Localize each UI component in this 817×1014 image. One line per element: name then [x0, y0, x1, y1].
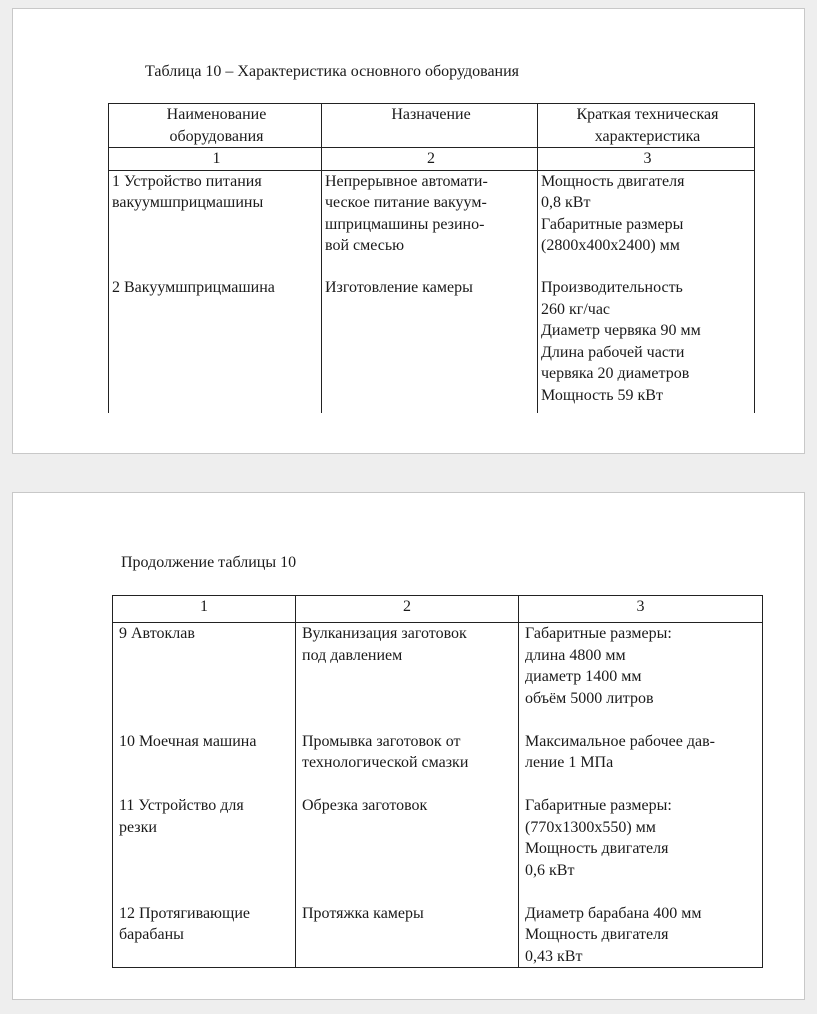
- header-row: [109, 104, 755, 148]
- table-row: [109, 277, 755, 413]
- col-number-3: 3: [538, 148, 755, 171]
- column-number-row: [113, 596, 763, 623]
- equipment-table: [108, 103, 755, 413]
- col-number-1: 1: [113, 596, 296, 623]
- header-cell-spec: Краткая техническая характеристика: [538, 104, 755, 148]
- equipment-name-cell: 2 Вакуумшприцмашина: [109, 277, 322, 413]
- document-page-2: [12, 492, 805, 1000]
- col-number-2: 2: [296, 596, 519, 623]
- equipment-name-cell: 1 Устройство питания вакуумшприцмашины: [109, 170, 322, 277]
- equipment-spec-cell: Габаритные размеры: длина 4800 мм диаметр 1400 мм объём 5000 литров Максимальное рабочее дав- ление 1 МПа Габаритные размеры: (770х1300х550) мм Мощность двигателя 0,6 кВт Диаметр барабана 400 мм Мощность двигателя 0,43 кВт: [519, 623, 763, 968]
- equipment-purpose-cell: Вулканизация заготовок под давлением Промывка заготовок от технологической смазки Обрезка заготовок Протяжка камеры: [296, 623, 519, 968]
- header-cell-purpose: Назначение: [322, 104, 538, 148]
- column-number-row: [109, 148, 755, 171]
- equipment-name-cell: 9 Автоклав 10 Моечная машина 11 Устройство для резки 12 Протягивающие барабаны: [113, 623, 296, 968]
- table-continuation-caption: Продолжение таблицы 10: [121, 554, 297, 571]
- equipment-spec-cell: Мощность двигателя 0,8 кВт Габаритные размеры (2800х400х2400) мм: [538, 170, 755, 277]
- document-page-1: [12, 8, 805, 454]
- table-caption: Таблица 10 – Характеристика основного оборудования: [145, 63, 520, 80]
- header-cell-name: Наименование оборудования: [109, 104, 322, 148]
- col-number-3: 3: [519, 596, 763, 623]
- table-row: [109, 170, 755, 277]
- equipment-spec-cell: Производительность 260 кг/час Диаметр червяка 90 мм Длина рабочей части червяка 20 диаметров Мощность 59 кВт: [538, 277, 755, 413]
- equipment-purpose-cell: Непрерывное автомати- ческое питание вакуум- шприцмашины резино- вой смесью: [322, 170, 538, 277]
- equipment-purpose-cell: Изготовление камеры: [322, 277, 538, 413]
- table-row: [113, 623, 763, 968]
- col-number-1: 1: [109, 148, 322, 171]
- equipment-table-continued: [112, 595, 763, 968]
- col-number-2: 2: [322, 148, 538, 171]
